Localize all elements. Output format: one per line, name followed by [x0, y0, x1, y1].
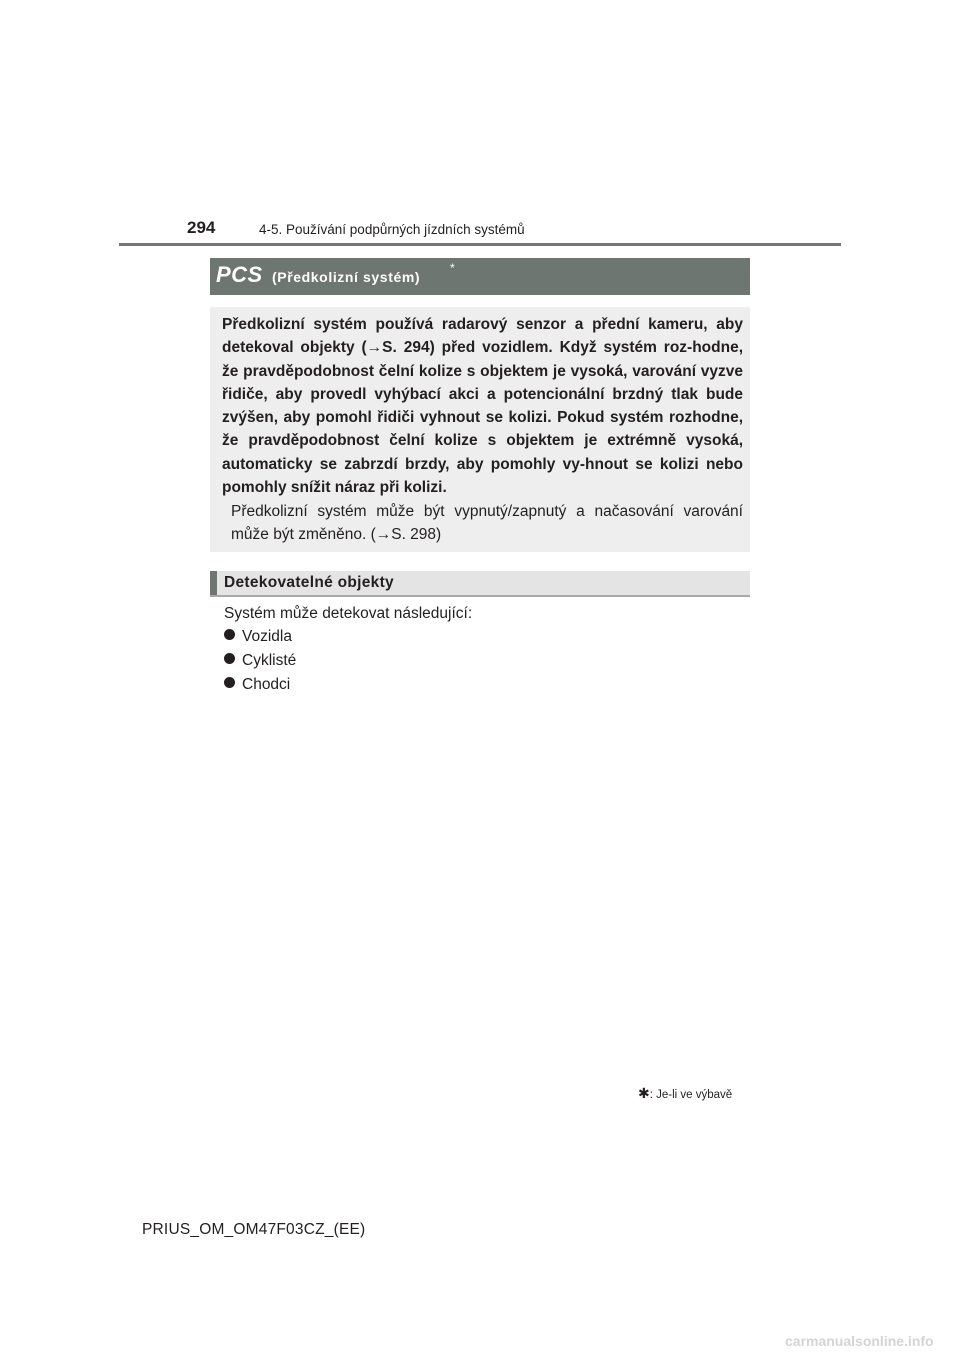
list-item — [224, 652, 296, 670]
intro-box — [210, 307, 750, 552]
subsection-heading-text: Detekovatelné objekty — [224, 574, 394, 591]
asterisk-icon: ✱ — [638, 1085, 650, 1101]
footnote — [638, 1085, 732, 1102]
footnote-text: : Je-li ve výbavě — [649, 1089, 733, 1101]
section-title-bar — [210, 258, 750, 295]
heading-marker — [210, 571, 217, 595]
subsection-heading — [210, 571, 750, 597]
list-item — [224, 628, 292, 646]
bullet-icon — [224, 629, 235, 640]
bullet-icon — [224, 677, 235, 688]
header-divider — [119, 243, 841, 246]
list-item-label: Cyklisté — [242, 652, 297, 669]
list-item — [224, 676, 290, 694]
watermark: carmanualsonline.info — [785, 1333, 934, 1349]
section-path: 4-5. Používání podpůrných jízdních systémů — [259, 222, 525, 237]
section-subtitle: (Předkolizní systém) — [272, 269, 421, 285]
list-item-label: Chodci — [242, 676, 291, 693]
section-title: PCS — [216, 262, 263, 287]
list-item-label: Vozidla — [242, 628, 292, 645]
intro-description: Předkolizní systém používá radarový senzor a přední kameru, aby detekoval objekty (→S. 294) před vozidlem. Když systém roz-hodne, že pravděpodobnost čelní kolize s objektem je vysoká, varování vyzve řidiče, aby provedl vyhýbací akci a potencionální brzdný tlak bude zvýšen, aby pomohl řidiči vyhnout se kolizi. Pokud systém rozhodne, že pravděpodobnost čelní kolize s objektem je extrémně vysoká, automaticky se zabrzdí brzdy, aby pomohly vy-hnout se kolizi nebo pomohly snížit náraz při kolizi. — [222, 316, 743, 497]
intro-note: Předkolizní systém může být vypnutý/zapnutý a načasování varování může být změněno. (→S. 298) — [231, 503, 743, 543]
detectable-lead: Systém může detekovat následující: — [224, 605, 473, 622]
page-number: 294 — [187, 218, 216, 237]
availability-marker: * — [450, 261, 455, 275]
document-code: PRIUS_OM_OM47F03CZ_(EE) — [142, 1221, 366, 1238]
bullet-icon — [224, 653, 235, 664]
